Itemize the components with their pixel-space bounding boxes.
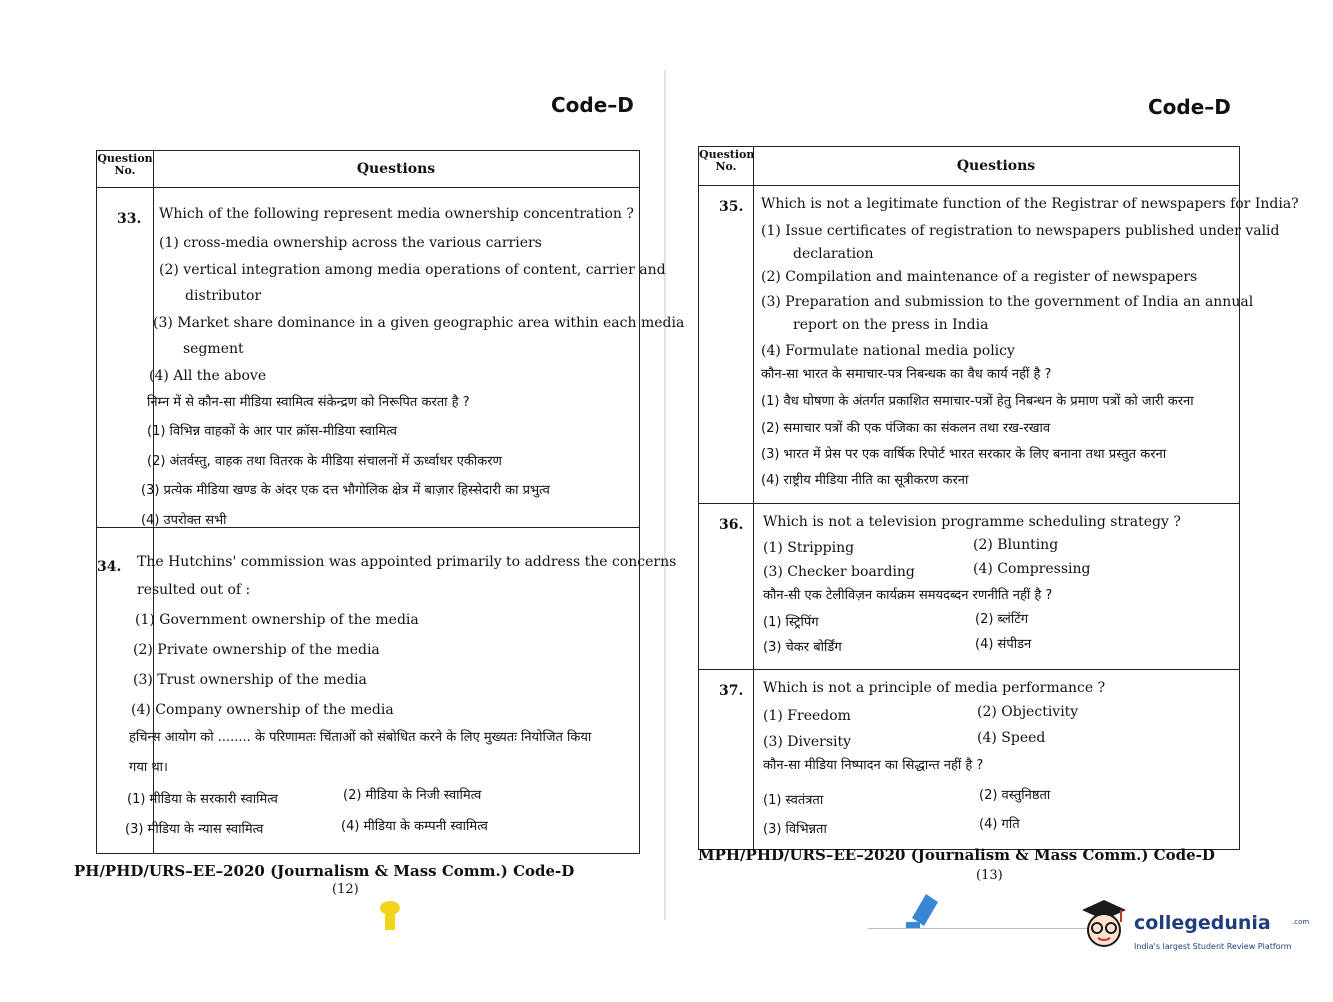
question-table — [96, 150, 685, 854]
hindi-option: (1) विभिन्न वाहकों के आर पार क्रॉस-मीडिया स्वामित्व — [147, 424, 398, 439]
pin-shadow-line — [868, 928, 1088, 929]
question-no-header: Question No. — [699, 147, 754, 185]
question-text: resulted out of : — [137, 582, 251, 598]
option: (1) Stripping — [763, 540, 855, 556]
page-number: (13) — [976, 868, 1003, 883]
question-text: Which of the following represent media ownership concentration ? — [159, 206, 634, 222]
option: (3) Trust ownership of the media — [133, 672, 367, 688]
hindi-option: (4) मीडिया के कम्पनी स्वामित्व — [341, 819, 488, 834]
question-number: 35. — [719, 199, 744, 215]
right-page — [668, 0, 1333, 1002]
hindi-option: (1) मीडिया के सरकारी स्वामित्व — [127, 792, 278, 807]
option: (1) Government ownership of the media — [135, 612, 419, 628]
brand-dotcom: .com — [1292, 918, 1310, 926]
option-continuation: distributor — [185, 288, 262, 304]
question-text: Which is not a principle of media performance ? — [763, 680, 1106, 696]
blue-pushpin-icon — [904, 888, 944, 932]
hindi-option: (3) भारत में प्रेस पर एक वार्षिक रिपोर्ट भारत सरकार के लिए बनाना तथा प्रस्तुत करना — [761, 447, 1167, 462]
questions-header: Questions — [956, 158, 1036, 174]
option: (3) Checker boarding — [763, 564, 915, 580]
table-header — [97, 151, 639, 188]
yellow-pushpin-icon — [378, 900, 402, 932]
hindi-option: (2) अंतर्वस्तु, वाहक तथा वितरक के मीडिया संचालनों में ऊर्ध्वाधर एकीकरण — [147, 454, 502, 469]
column-divider — [753, 185, 754, 849]
option: (1) Issue certificates of registration to newspapers published under valid — [761, 223, 1280, 239]
hindi-option: (2) ब्लंटिंग — [975, 612, 1029, 627]
hindi-option: (4) उपरोक्त सभी — [141, 513, 227, 528]
option-continuation: report on the press in India — [793, 317, 989, 333]
option-continuation: declaration — [793, 246, 874, 262]
hindi-option: (1) स्ट्रिपिंग — [763, 615, 819, 630]
page-number: (12) — [332, 882, 359, 897]
hindi-question-text: कौन-सा मीडिया निष्पादन का सिद्धान्त नहीं है ? — [763, 758, 984, 773]
hindi-option: (4) गति — [979, 817, 1020, 832]
question-number: 36. — [719, 517, 744, 533]
option: (2) Private ownership of the media — [133, 642, 380, 658]
option: (2) Blunting — [973, 537, 1059, 553]
option: (1) cross-media ownership across the various carriers — [159, 235, 542, 251]
question-number: 37. — [719, 683, 744, 699]
option: (2) Objectivity — [977, 704, 1079, 720]
option: (4) Speed — [977, 730, 1046, 746]
question-number: 34. — [97, 559, 122, 575]
hindi-option: (4) राष्ट्रीय मीडिया नीति का सूत्रीकरण करना — [761, 473, 969, 488]
page-code: Code–D — [551, 93, 634, 117]
hindi-question-text: कौन-सी एक टेलीविज़न कार्यक्रम समयदब्दन रणनीति नहीं है ? — [763, 588, 1053, 603]
table-header — [699, 147, 1239, 186]
option-continuation: segment — [183, 341, 244, 357]
option: (4) Compressing — [973, 561, 1091, 577]
hindi-question-text: कौन-सा भारत के समाचार-पत्र निबन्धक का वैध कार्य नहीं है ? — [761, 367, 1052, 382]
question-number: 33. — [117, 211, 142, 227]
row-divider — [699, 669, 1239, 670]
brand-tagline: India's largest Student Review Platform — [1134, 942, 1292, 951]
option: (4) All the above — [149, 368, 267, 384]
hindi-option: (1) स्वतंत्रता — [763, 793, 824, 808]
option: (2) Compilation and maintenance of a register of newspapers — [761, 269, 1198, 285]
question-no-header: Question No. — [97, 151, 154, 187]
option: (3) Diversity — [763, 734, 852, 750]
hindi-option: (1) वैध घोषणा के अंतर्गत प्रकाशित समाचार-पत्रों हेतु निबन्धन के प्रमाण पत्रों को जारी करना — [761, 394, 1194, 409]
hindi-option: (3) विभिन्नता — [763, 822, 827, 837]
option: (2) vertical integration among media operations of content, carrier and — [159, 262, 666, 278]
option: (1) Freedom — [763, 708, 851, 724]
page-footer: PH/PHD/URS–EE–2020 (Journalism & Mass Comm.) Code-D — [74, 862, 575, 880]
hindi-option: (3) चेकर बोर्डिंग — [763, 640, 842, 655]
hindi-option: (3) मीडिया के न्यास स्वामित्व — [125, 822, 264, 837]
questions-header: Questions — [356, 161, 436, 177]
option: (3) Market share dominance in a given geographic area within each media — [153, 315, 685, 331]
hindi-option: (3) प्रत्येक मीडिया खण्ड के अंदर एक दत्त भौगोलिक क्षेत्र में बाज़ार हिस्सेदारी का प्रभुत्व — [141, 483, 550, 498]
collegedunia-mascot-icon — [1076, 896, 1132, 956]
page-footer: MPH/PHD/URS–EE–2020 (Journalism & Mass Comm.) Code-D — [698, 846, 1215, 864]
hindi-question-text: निम्न में से कौन-सा मीडिया स्वामित्व संकेन्द्रण को निरूपित करता है ? — [147, 395, 470, 410]
question-text: Which is not a legitimate function of the Registrar of newspapers for India? — [761, 196, 1299, 212]
row-divider — [699, 503, 1239, 504]
question-text: Which is not a television programme scheduling strategy ? — [763, 514, 1181, 530]
hindi-option: (2) मीडिया के निजी स्वामित्व — [343, 788, 482, 803]
hindi-option: (2) वस्तुनिष्ठता — [979, 788, 1051, 803]
page-code: Code–D — [1148, 95, 1231, 119]
hindi-option: (4) संपीडन — [975, 637, 1032, 652]
question-text: The Hutchins' commission was appointed primarily to address the concerns — [137, 554, 677, 570]
brand-logo-text: collegedunia — [1134, 912, 1271, 934]
option: (4) Formulate national media policy — [761, 343, 1015, 359]
option: (4) Company ownership of the media — [131, 702, 394, 718]
option: (3) Preparation and submission to the government of India an annual — [761, 294, 1254, 310]
question-table — [698, 146, 1299, 850]
hindi-question-text: गया था। — [129, 760, 168, 775]
hindi-option: (2) समाचार पत्रों की एक पंजिका का संकलन तथा रख-रखाव — [761, 421, 1051, 436]
hindi-question-text: हचिन्स आयोग को ........ के परिणामतः चिंताओं को संबोधित करने के लिए मुख्यतः नियोजित किया — [129, 730, 592, 745]
